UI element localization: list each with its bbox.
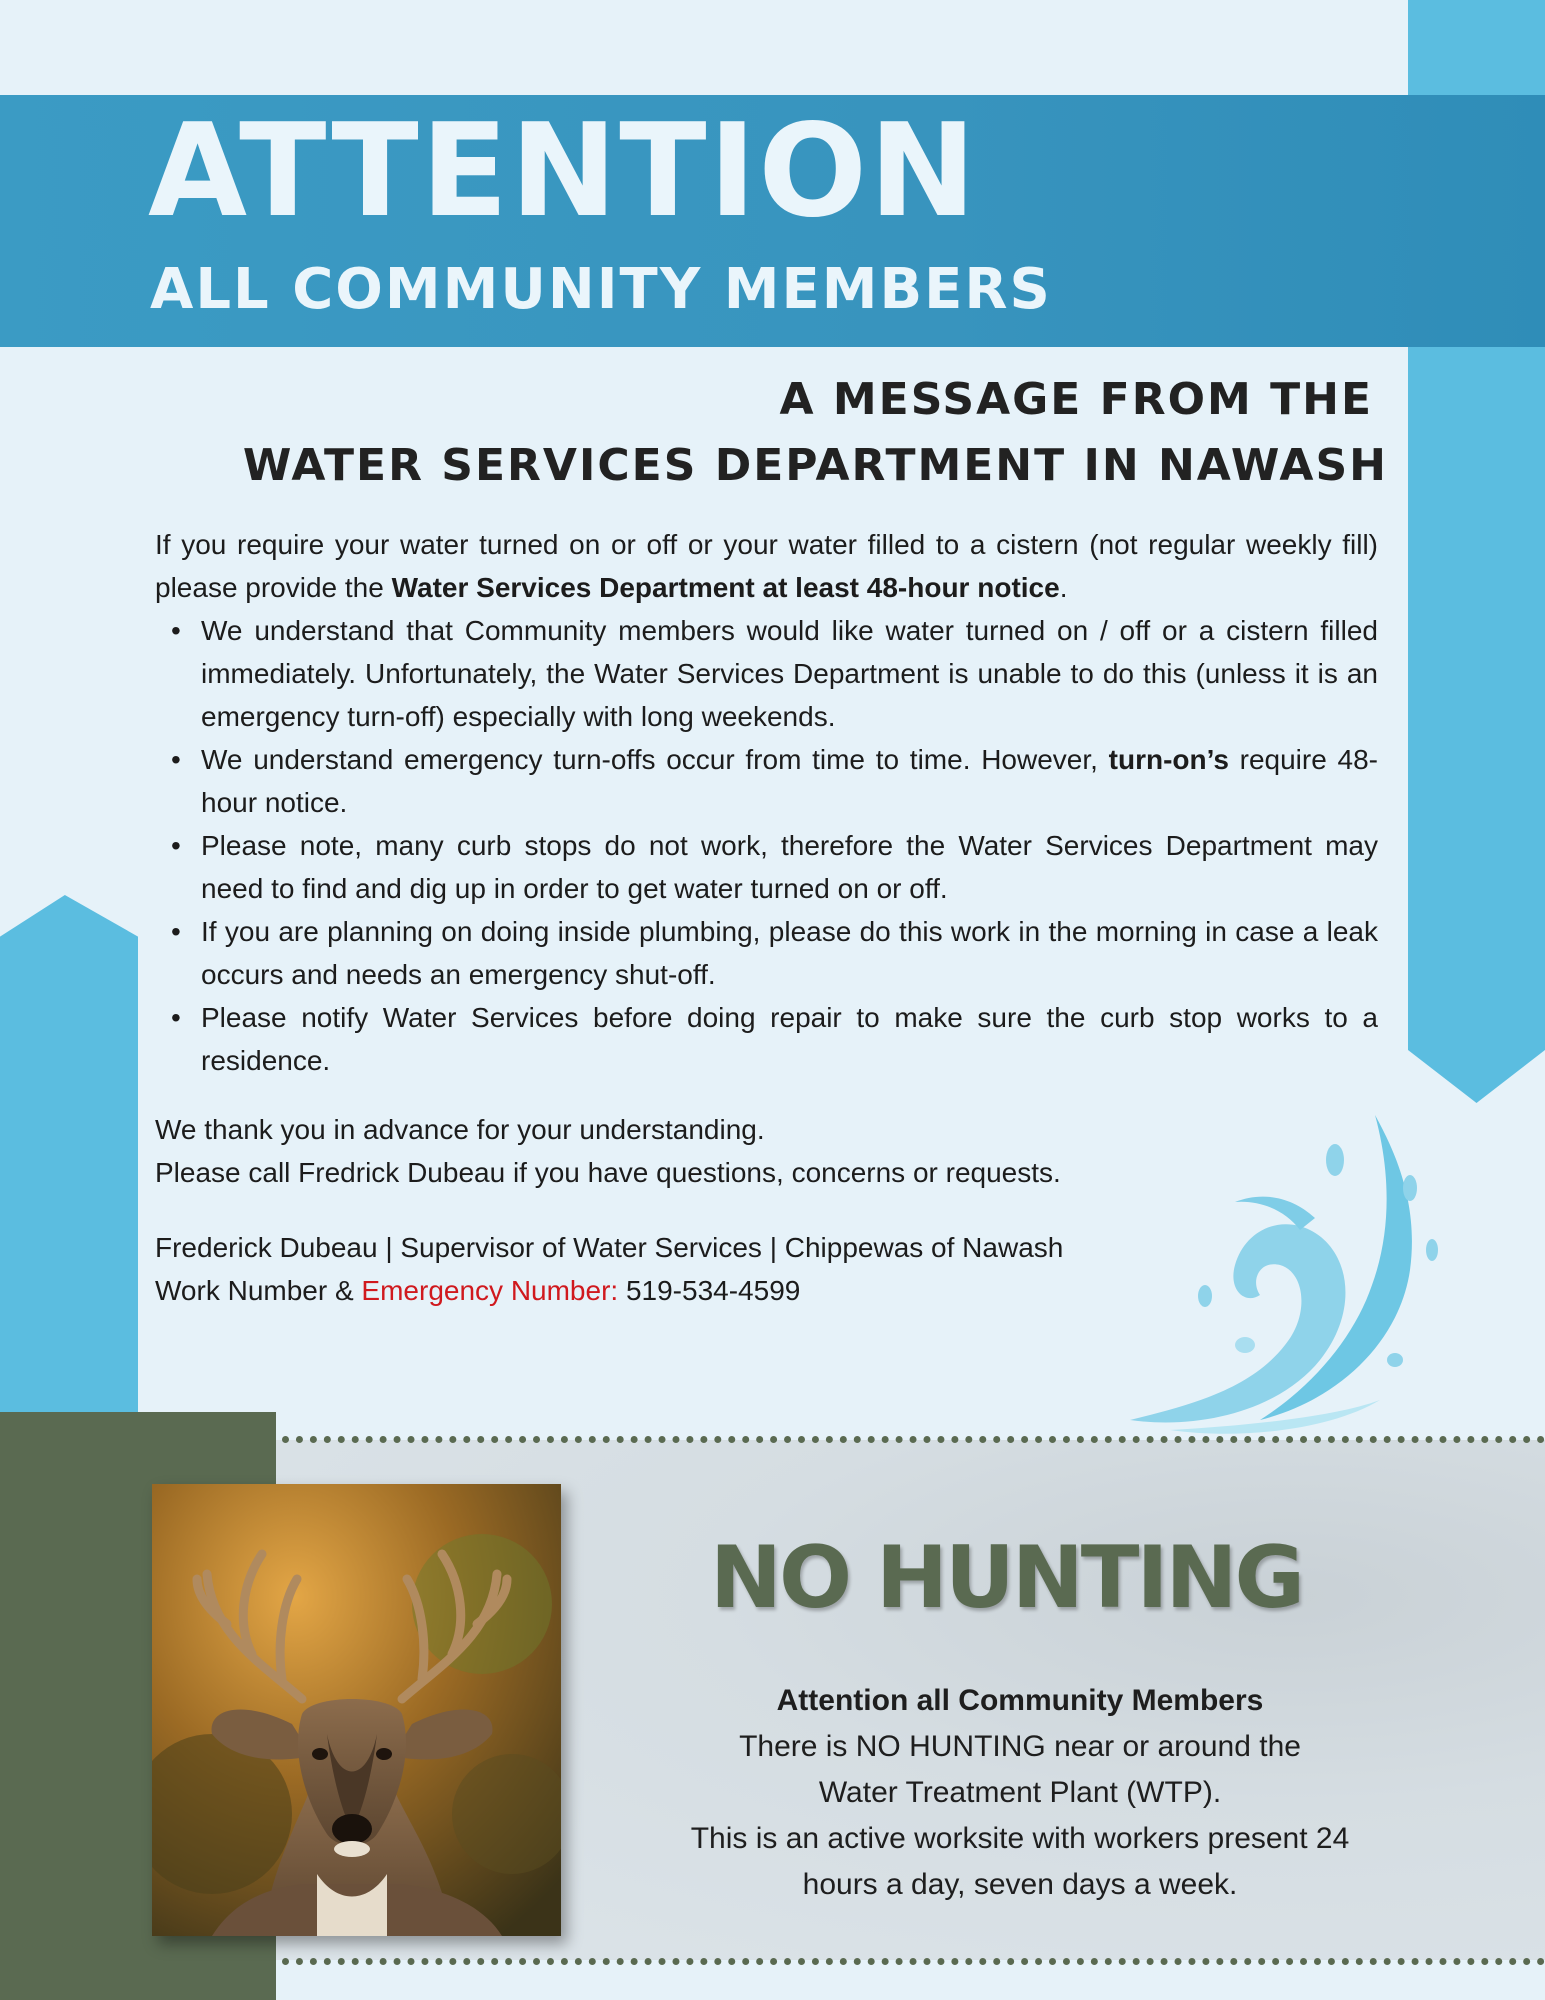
message-heading-line2: WATER SERVICES DEPARTMENT IN NAWASH [242, 440, 1388, 491]
hunting-line-5: hours a day, seven days a week. [802, 1868, 1238, 1901]
no-hunting-title: NO HUNTING [710, 1528, 1303, 1628]
no-hunting-text [620, 1678, 1420, 1908]
phone-number[interactable]: 519-534-4599 [618, 1275, 801, 1306]
list-item [201, 824, 1378, 910]
bullet-text: We understand emergency turn-offs occur from time to time. However, [201, 744, 1109, 775]
contact-block [155, 1226, 1155, 1312]
thanks-block [155, 1108, 1155, 1194]
banner-title: ATTENTION [148, 97, 979, 246]
list-item [201, 910, 1378, 996]
hunting-line-4: This is an active worksite with workers present 24 [690, 1822, 1350, 1855]
list-item [201, 738, 1378, 824]
intro-bold-text: Water Services Department at least 48-hour notice [391, 572, 1060, 603]
call-line: Please call Fredrick Dubeau if you have questions, concerns or requests. [155, 1157, 1061, 1188]
bullet-text: We understand that Community members would like water turned on / off or a cistern filled immediately. Unfortunately, the Water Services Department is unable to do this (unless it is an emergency turn-off) especially with long weekends. [201, 615, 1378, 732]
hunting-line-3: Water Treatment Plant (WTP). [818, 1776, 1222, 1809]
intro-end: . [1059, 572, 1068, 603]
water-splash-icon [1110, 1100, 1470, 1440]
decorative-left-strip [0, 895, 138, 1415]
bullet-text-end: require 48-hour notice. [201, 744, 1378, 818]
hunting-line-2: There is NO HUNTING near or around the [739, 1730, 1301, 1763]
bullet-text: Please notify Water Services before doing repair to make sure the curb stop works to a residence. [201, 1002, 1378, 1076]
dotted-divider-top [282, 1436, 1545, 1443]
bullet-bold-text: turn-on’s [1108, 744, 1229, 775]
thanks-line: We thank you in advance for your understanding. [155, 1114, 765, 1145]
bullet-text: If you are planning on doing inside plumbing, please do this work in the morning in case a leak occurs and needs an emergency shut-off. [201, 916, 1378, 990]
intro-paragraph [155, 523, 1378, 609]
list-item [201, 609, 1378, 738]
notice-bullet-list [155, 609, 1378, 1082]
hunting-line-1: Attention all Community Members [776, 1684, 1264, 1717]
dotted-divider-bottom [282, 1958, 1545, 1965]
emergency-number-label: Emergency Number: [361, 1275, 619, 1306]
message-body [155, 523, 1378, 1082]
contact-name-line: Frederick Dubeau | Supervisor of Water Services | Chippewas of Nawash [155, 1232, 1064, 1263]
deer-photo [152, 1484, 561, 1936]
intro-text: If you require your water turned on or off or your water filled to a cistern (not regular weekly fill) please provide the [155, 529, 1378, 603]
bullet-text: Please note, many curb stops do not work, therefore the Water Services Department may need to find and dig up in order to get water turned on or off. [201, 830, 1378, 904]
work-number-label: Work Number & [155, 1275, 362, 1306]
list-item [201, 996, 1378, 1082]
banner-subtitle: ALL COMMUNITY MEMBERS [150, 257, 1052, 322]
message-heading-line1: A MESSAGE FROM THE [779, 374, 1373, 425]
contact-number-line [155, 1269, 1155, 1312]
